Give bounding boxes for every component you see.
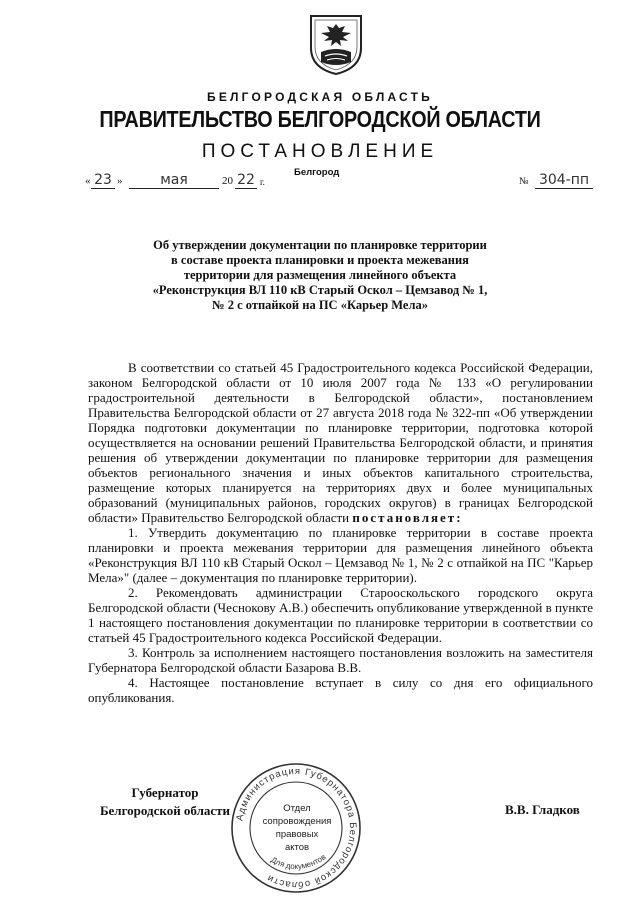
date-year-prefix: 20 xyxy=(222,175,233,187)
stamp-line: сопровождения xyxy=(262,816,332,827)
stamp-line: Отдел xyxy=(283,803,311,814)
item-paragraph: 2. Рекомендовать администрации Старооскольского городского округа Белгородской области (Чеснокову А.В.) обеспечить опубликование утвержденной в пункте 1 настоящего постановления документации по планировке территории в соответствии со статьей 45 Градостроительного кодекса Российской Федерации. xyxy=(88,585,593,645)
preamble-paragraph xyxy=(88,360,593,525)
title-line: территории для размещения линейного объекта xyxy=(183,268,457,282)
stamp-line: правовых xyxy=(275,829,319,840)
item-paragraph: 1. Утвердить документацию по планировке территории в составе проекта планировки и проекта межевания территории для размещения линейного объекта «Реконструкция ВЛ 110 кВ Старый Оскол – Цемзавод № 1, № 2 с отпайкой на ПС "Карьер Мела»" (далее – документация по планировке территории). xyxy=(88,525,593,585)
coat-of-arms-icon xyxy=(307,12,365,76)
signatory-position xyxy=(90,784,240,820)
city-label: Белгород xyxy=(294,167,340,178)
stamp-bottom-text: Для документов xyxy=(269,852,328,872)
region-heading: БЕЛГОРОДСКАЯ ОБЛАСТЬ xyxy=(207,90,433,104)
government-heading: ПРАВИТЕЛЬСТВО БЕЛГОРОДСКОЙ ОБЛАСТИ xyxy=(99,106,541,132)
document-type-heading: ПОСТАНОВЛЕНИЕ xyxy=(201,141,439,162)
stamp-line: актов xyxy=(284,842,310,853)
date-close-quote: » xyxy=(117,175,123,187)
date-day: 23 xyxy=(91,172,115,189)
document-title xyxy=(130,238,510,313)
preamble-text: В соответствии со статьей 45 Градостроительного кодекса Российской Федерации, законом Белгородской области от 10 июля 2007 года № 133 «О регулировании градостроительной деятельности в Белгородской области», постановлением Правительства Белгородской области от 27 августа 2018 года № 322-пп «Об утверждении Порядка подготовки документации по планировке территории, подготовка которой осуществляется на основании решений Правительства Белгородской области, и принятия решения об утверждении документации по планировке территории для размещения объектов регионального значения и иных объектов капитального строительства, размещение которых планируется на территориях двух и более муниципальных образований (муниципальных районов, городских округов) в границах Белгородской области» Правительство Белгородской области xyxy=(88,360,593,525)
title-line: в составе проекта планировки и проекта межевания xyxy=(171,253,469,267)
document-body xyxy=(88,360,593,705)
stamp-ring-text: Администрация Губернатора Белгородской области xyxy=(234,765,359,891)
date-month: мая xyxy=(129,172,219,189)
item-paragraph: 4. Настоящее постановление вступает в силу со дня его официального опубликования. xyxy=(88,675,593,705)
date-row xyxy=(85,172,605,194)
signatory-name: В.В. Гладков xyxy=(505,802,580,817)
date-year-suffix: 22 xyxy=(235,172,257,189)
decree-number: 304-пп xyxy=(535,172,593,189)
resolves-word: постановляет: xyxy=(352,510,463,525)
position-line: Губернатор xyxy=(131,785,199,800)
date-open-quote: « xyxy=(85,175,91,187)
number-label: № xyxy=(519,176,529,187)
position-line: Белгородской области xyxy=(99,803,231,818)
date-year-unit: г. xyxy=(260,177,265,187)
title-line: Об утверждении документации по планировке территории xyxy=(153,238,487,252)
title-line: № 2 с отпайкой на ПС «Карьер Мела» xyxy=(212,298,428,312)
title-line: «Реконструкция ВЛ 110 кВ Старый Оскол – Цемзавод № 1, xyxy=(152,283,488,297)
stamp-center xyxy=(252,802,342,854)
item-paragraph: 3. Контроль за исполнением настоящего постановления возложить на заместителя Губернатора Белгородской области Базарова В.В. xyxy=(88,645,593,675)
